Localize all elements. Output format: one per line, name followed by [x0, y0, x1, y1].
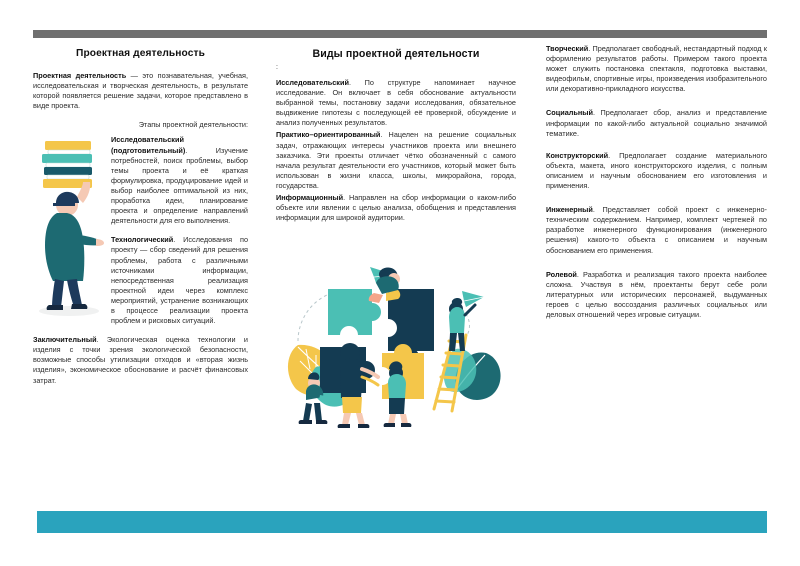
- top-divider-rule: [33, 30, 767, 38]
- column-right: [532, 44, 800, 329]
- type-paragraph-socialnyy: [546, 108, 767, 138]
- teamwork-puzzle-pieces-illustration: [276, 249, 516, 429]
- type-paragraph-konstruktorskiy: [546, 151, 767, 191]
- type-paragraph-informacionnyy: [276, 193, 516, 223]
- right-type-1-text: . Предполагает свободный, нестандартный подход к оформлению результатов работы. Примером такого проекта может служить постановка спектакля, подготовка выставки, видеофильм, спортивные игры, произведения изобразительного или декоративно-прикладного искусства.: [546, 44, 767, 94]
- stage-3-name: Заключительный: [33, 335, 97, 345]
- right-type-2-text: . Предполагает сбор, анализ и представление информации по какой-либо актуальной социально значимой тематике.: [546, 108, 767, 138]
- type-1-text: . По структуре напоминает научное исследование. Он включает в себя обоснование актуальности выбранной темы, постановку задачи исследования, обязательное выдвижение гипотезы с последующей её проверкой, обсуждение и анализ полученных результатов.: [276, 78, 516, 128]
- three-column-layout: [0, 44, 800, 429]
- intro-rest: — это познавательная, учебная, исследовательская и творческая деятельность, в результате которой появляется решение задачи, которое представлено в виде проекта.: [33, 71, 249, 111]
- type-paragraph-praktiko: [276, 130, 516, 191]
- intro-paragraph: [33, 71, 248, 111]
- stage-3-text: . Экологическая оценка технологии и изделия с точки зрения экологической безопасности, возможные способы утилизации отходов и «вторая жизнь изделия», экономическое обоснование и расчёт финансовых затрат.: [33, 335, 248, 385]
- stages-heading: Этапы проектной деятельности:: [138, 120, 248, 130]
- stage-paragraph-3: [33, 335, 248, 385]
- type-1-name: Исследовательский: [276, 78, 349, 87]
- type-paragraph-inzhenernyy: [546, 205, 767, 255]
- student-carrying-books-illustration: [33, 135, 105, 325]
- left-figure-and-text: [33, 135, 248, 394]
- type-2-name: Практико–ориентированный: [276, 130, 381, 140]
- bottom-accent-bar: [37, 511, 767, 533]
- stage-2-text: . Исследования по проекту — сбор сведений для решения проблемы, работа с различными источниками информации, непосредственная реализация проектной идеи через комплекс мероприятий, устранение возникающих в процессе реализации проекта проблем и рисковых ситуаций.: [111, 235, 248, 326]
- type-2-text: . Нацелен на решение социальных задач, отражающих интересы участников проекта или внешнего заказчика. Эти проекты отличает чётко обозначенный с самого начала результат деятельности его участников, который может быть использован в жизни класса, школы, микрорайона, города, государства.: [276, 130, 516, 190]
- person-climbing: [449, 298, 475, 351]
- right-type-4-text: . Представляет собой проект с инженерно-техническим содержанием. Например, комплект чертежей по разработке инженерного функционирования (инженерного решения) какого-то объекта с описанием и научным обоснованием его применения.: [546, 205, 767, 255]
- type-3-name: Информационный: [276, 193, 344, 203]
- type-paragraph-tvorcheskiy: [546, 44, 767, 94]
- right-type-3-text: . Предполагает создание материального объекта, макета, иного конструкторского изделия, с полным описанием и научным обоснованием его изготовления и применения.: [546, 150, 767, 191]
- intro-bold-lead: Проектная деятельность: [33, 71, 127, 80]
- page-title-left: Проектная деятельность: [76, 48, 205, 59]
- right-type-5-text: . Разработка и реализация такого проекта наиболее сложна. Участвуя в нём, проектанты берут себе роли литературных или исторических персонажей, выдуманных героев с целью воссоздания различных социальных или деловых отношений через игровые ситуации.: [546, 269, 767, 319]
- right-type-2-name: Социальный: [546, 108, 594, 118]
- right-type-1-name: Творческий: [546, 44, 589, 53]
- person-standing-center: [338, 343, 378, 428]
- type-paragraph-rolevoy: [546, 270, 767, 320]
- right-type-4-name: Инженерный: [546, 205, 593, 215]
- colon-marker: :: [276, 64, 278, 71]
- stage-1-text: . Изучение потребностей, поиск проблемы, выбор темы проекта и её краткая формулировка, продуцирование идей и выбор наиболее оптимальной из них, проработка идеи, планирование проекта и определение направлений деятельности для его выполнения.: [111, 145, 248, 226]
- type-3-text: . Направлен на сбор информации о каком-либо объекте или явлении с целью анализа, обобщения и представления информации для широкой аудитории.: [276, 193, 516, 223]
- column-middle: [262, 44, 532, 429]
- stage-2-name: Технологический: [111, 235, 174, 245]
- stage-1-name: Исследовательский (подготовительный): [111, 135, 186, 155]
- type-paragraph-issledovatelskiy: [276, 78, 516, 128]
- column-left: [0, 44, 262, 395]
- page-title-middle: Виды проектной деятельности: [312, 48, 480, 60]
- right-type-5-name: Ролевой: [546, 269, 577, 279]
- right-type-3-name: Конструкторский: [546, 150, 609, 160]
